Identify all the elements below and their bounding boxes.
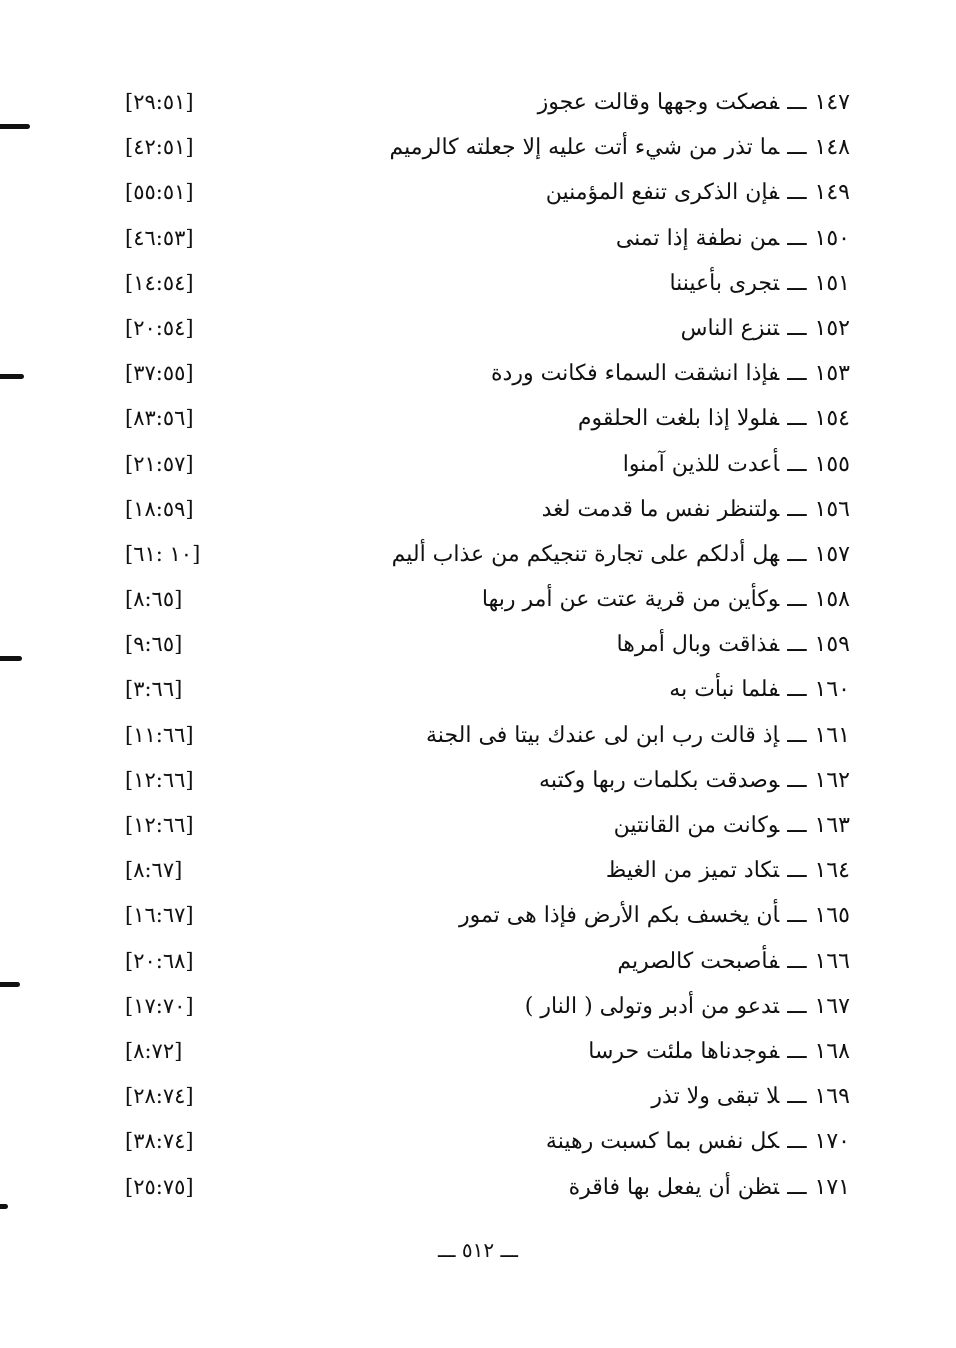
entry-reference: [٣٨:٧٤] bbox=[125, 1129, 194, 1154]
entry-reference: [٨:٦٧] bbox=[125, 858, 183, 883]
entry-phrase: وصدقت بكلمات ربها وكتبه bbox=[539, 767, 780, 793]
entry-list bbox=[0, 80, 956, 1210]
entry-dash: ـــ bbox=[787, 180, 807, 206]
entry-number: ١٦٩ bbox=[814, 1084, 850, 1110]
entry-text bbox=[569, 1165, 850, 1210]
list-item bbox=[0, 396, 956, 441]
entry-phrase: تظن أن يفعل بها فاقرة bbox=[568, 1174, 780, 1200]
entry-reference: [١٨:٥٩] bbox=[125, 496, 194, 521]
entry-phrase: تنزع الناس bbox=[680, 315, 780, 341]
list-item bbox=[0, 667, 956, 712]
entry-number: ١٥٥ bbox=[814, 451, 850, 477]
entry-dash: ـــ bbox=[787, 948, 807, 974]
entry-text bbox=[578, 396, 850, 441]
entry-dash: ـــ bbox=[787, 225, 807, 251]
entry-text bbox=[617, 939, 850, 984]
list-item bbox=[0, 622, 956, 667]
entry-dash: ـــ bbox=[787, 858, 807, 884]
list-item bbox=[0, 1165, 956, 1210]
entry-reference: [٢٩:٥١] bbox=[125, 90, 194, 114]
entry-reference: [١٠ :٦١] bbox=[125, 541, 201, 566]
list-item bbox=[0, 1029, 956, 1074]
entry-dash: ـــ bbox=[787, 1174, 807, 1200]
entry-number: ١٦١ bbox=[814, 722, 850, 748]
entry-text bbox=[392, 532, 850, 577]
entry-dash: ـــ bbox=[787, 361, 807, 387]
entry-text bbox=[546, 1119, 850, 1164]
entry-number: ١٥٢ bbox=[814, 315, 850, 341]
entry-number: ١٧٠ bbox=[814, 1129, 850, 1155]
list-item bbox=[0, 351, 956, 396]
entry-reference: [٩:٦٥] bbox=[125, 632, 183, 657]
entry-phrase: فوجدناها ملئت حرسا bbox=[588, 1038, 780, 1064]
entry-phrase: أعدت للذين آمنوا bbox=[622, 451, 780, 477]
entry-phrase: ولتنظر نفس ما قدمت لغد bbox=[541, 496, 780, 522]
entry-dash: ـــ bbox=[787, 315, 807, 341]
entry-reference: [١١:٦٦] bbox=[125, 722, 194, 747]
entry-number: ١٧١ bbox=[814, 1174, 850, 1200]
entry-dash: ـــ bbox=[787, 1084, 807, 1110]
entry-text bbox=[588, 1029, 850, 1074]
list-item bbox=[0, 125, 956, 170]
entry-number: ١٦٣ bbox=[814, 813, 850, 838]
entry-text bbox=[681, 306, 850, 351]
list-item bbox=[0, 306, 956, 351]
entry-dash: ـــ bbox=[787, 1038, 807, 1064]
list-item bbox=[0, 1074, 956, 1119]
entry-text bbox=[617, 622, 850, 667]
entry-phrase: فصكت وجهها وقالت عجوز bbox=[537, 90, 780, 115]
entry-reference: [٥٥:٥١] bbox=[125, 180, 194, 205]
list-item bbox=[0, 713, 956, 758]
entry-reference: [٢١:٥٧] bbox=[125, 451, 194, 476]
entry-phrase: فلما نبأت به bbox=[669, 677, 780, 703]
entry-phrase: أن يخسف بكم الأرض فإذا هى تمور bbox=[458, 903, 780, 929]
entry-dash: ـــ bbox=[787, 632, 807, 658]
entry-dash: ـــ bbox=[787, 1129, 807, 1155]
entry-dash: ـــ bbox=[787, 813, 807, 838]
entry-phrase: من نطفة إذا تمنى bbox=[615, 225, 780, 251]
list-item bbox=[0, 80, 956, 125]
list-item bbox=[0, 893, 956, 938]
list-item bbox=[0, 848, 956, 893]
entry-text bbox=[539, 758, 850, 803]
entry-reference: [٢٠:٥٤] bbox=[125, 315, 194, 340]
entry-dash: ـــ bbox=[787, 993, 807, 1019]
entry-number: ١٦٤ bbox=[814, 858, 850, 884]
entry-phrase: هل أدلكم على تجارة تنجيكم من عذاب أليم bbox=[391, 541, 780, 567]
entry-phrase: إذ قالت رب ابن لى عندك بيتا فى الجنة bbox=[426, 722, 780, 748]
list-item bbox=[0, 758, 956, 803]
entry-dash: ـــ bbox=[787, 767, 807, 793]
entry-number: ١٦٧ bbox=[814, 993, 850, 1019]
entry-dash: ـــ bbox=[787, 90, 807, 115]
entry-number: ١٥٧ bbox=[814, 541, 850, 567]
entry-text bbox=[616, 216, 850, 261]
entry-phrase: وكأين من قرية عتت عن أمر ربها bbox=[481, 587, 780, 613]
entry-reference: [٢٥:٧٥] bbox=[125, 1174, 194, 1199]
list-item bbox=[0, 1119, 956, 1164]
entry-phrase: وكانت من القانتين bbox=[613, 813, 780, 838]
entry-number: ١٥٨ bbox=[814, 587, 850, 613]
entry-phrase: فإن الذكرى تنفع المؤمنين bbox=[545, 180, 780, 206]
entry-dash: ـــ bbox=[787, 903, 807, 929]
entry-number: ١٥٦ bbox=[814, 496, 850, 522]
entry-number: ١٥٩ bbox=[814, 632, 850, 658]
list-item bbox=[0, 261, 956, 306]
entry-phrase: لا تبقى ولا تذر bbox=[651, 1084, 780, 1110]
entry-reference: [٣:٦٦] bbox=[125, 677, 183, 702]
list-item bbox=[0, 577, 956, 622]
entry-text bbox=[491, 351, 850, 396]
entry-reference: [٤٦:٥٣] bbox=[125, 225, 194, 250]
list-item bbox=[0, 532, 956, 577]
entry-reference: [٨:٧٢] bbox=[125, 1038, 183, 1063]
list-item bbox=[0, 442, 956, 487]
entry-phrase: فأصبحت كالصريم bbox=[617, 948, 780, 974]
entry-phrase: فذاقت وبال أمرها bbox=[616, 632, 780, 658]
entry-number: ١٦٥ bbox=[814, 903, 850, 929]
entry-reference: [١٤:٥٤] bbox=[125, 270, 194, 295]
entry-reference: [١٧:٧٠] bbox=[125, 993, 194, 1018]
entry-number: ١٤٨ bbox=[814, 135, 850, 161]
entry-phrase: كل نفس بما كسبت رهينة bbox=[545, 1129, 780, 1155]
entry-reference: [٢٨:٧٤] bbox=[125, 1084, 194, 1109]
entry-number: ١٤٩ bbox=[814, 180, 850, 206]
entry-dash: ـــ bbox=[787, 270, 807, 296]
entry-text bbox=[538, 80, 850, 125]
entry-number: ١٥٤ bbox=[814, 406, 850, 432]
entry-number: ١٥٠ bbox=[814, 225, 850, 251]
entry-number: ١٦٢ bbox=[814, 767, 850, 793]
entry-dash: ـــ bbox=[787, 496, 807, 522]
entry-text bbox=[669, 261, 850, 306]
entry-dash: ـــ bbox=[787, 406, 807, 432]
entry-dash: ـــ bbox=[787, 722, 807, 748]
entry-number: ١٥١ bbox=[814, 270, 850, 296]
entry-text bbox=[614, 803, 850, 848]
page-number: ـــ ٥١٢ ـــ bbox=[437, 1238, 519, 1262]
entry-text bbox=[459, 893, 850, 938]
entry-phrase: فإذا انشقت السماء فكانت وردة bbox=[491, 361, 780, 387]
entry-reference: [٢٠:٦٨] bbox=[125, 948, 194, 973]
list-item bbox=[0, 984, 956, 1029]
list-item bbox=[0, 487, 956, 532]
entry-text bbox=[623, 442, 850, 487]
entry-reference: [١٢:٦٦] bbox=[125, 767, 194, 792]
entry-dash: ـــ bbox=[787, 587, 807, 613]
list-item bbox=[0, 216, 956, 261]
list-item bbox=[0, 939, 956, 984]
entry-phrase: تجرى بأعيننا bbox=[669, 270, 780, 296]
entry-reference: [١٢:٦٦] bbox=[125, 813, 194, 837]
entry-reference: [٨:٦٥] bbox=[125, 587, 183, 612]
entry-reference: [١٦:٦٧] bbox=[125, 903, 194, 928]
entry-text bbox=[525, 984, 850, 1029]
entry-text bbox=[390, 125, 850, 170]
entry-text bbox=[546, 170, 850, 215]
list-item bbox=[0, 170, 956, 215]
entry-text bbox=[542, 487, 850, 532]
entry-dash: ـــ bbox=[787, 451, 807, 477]
entry-text bbox=[426, 713, 850, 758]
entry-phrase: ما تذر من شيء أتت عليه إلا جعلته كالرميم bbox=[389, 135, 780, 161]
entry-text bbox=[669, 667, 850, 712]
entry-phrase: تكاد تميز من الغيظ bbox=[605, 858, 780, 884]
entry-text bbox=[606, 848, 850, 893]
entry-reference: [٤٢:٥١] bbox=[125, 135, 194, 160]
entry-text bbox=[651, 1074, 850, 1119]
entry-dash: ـــ bbox=[787, 677, 807, 703]
entry-number: ١٦٦ bbox=[814, 948, 850, 974]
entry-dash: ـــ bbox=[787, 135, 807, 161]
list-item bbox=[0, 803, 956, 848]
entry-dash: ـــ bbox=[787, 541, 807, 567]
entry-text bbox=[482, 577, 850, 622]
entry-number: ١٦٠ bbox=[814, 677, 850, 703]
entry-phrase: فلولا إذا بلغت الحلقوم bbox=[577, 406, 780, 432]
entry-number: ١٤٧ bbox=[814, 90, 850, 115]
entry-reference: [٣٧:٥٥] bbox=[125, 361, 194, 386]
entry-number: ١٦٨ bbox=[814, 1038, 850, 1064]
entry-reference: [٨٣:٥٦] bbox=[125, 406, 194, 431]
entry-phrase: تدعو من أدبر وتولى ( النار ) bbox=[524, 993, 780, 1019]
entry-number: ١٥٣ bbox=[814, 361, 850, 387]
